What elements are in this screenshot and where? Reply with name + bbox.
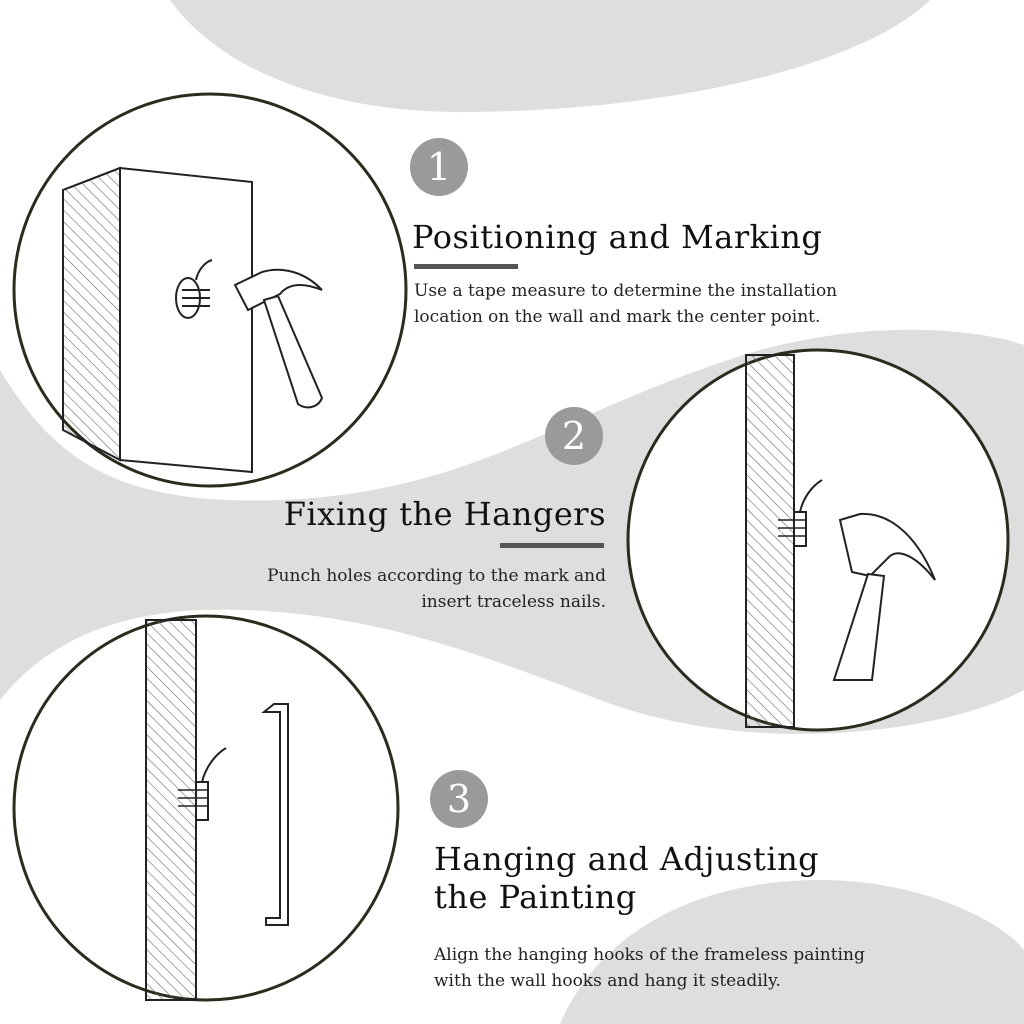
title-underline-2: [500, 543, 604, 548]
description-line: Punch holes according to the mark and: [267, 566, 606, 586]
step1-illustration: [14, 94, 406, 486]
description-line: Align the hanging hooks of the frameless painting: [434, 945, 865, 965]
step-title-3: [434, 840, 819, 916]
step3-illustration: [14, 616, 398, 1000]
step-description-1: [414, 278, 837, 330]
description-line: location on the wall and mark the center point.: [414, 307, 821, 327]
step-title-1: Positioning and Marking: [412, 218, 823, 256]
description-line: Use a tape measure to determine the installation: [414, 281, 838, 301]
description-line: with the wall hooks and hang it steadily.: [434, 971, 781, 991]
step-description-3: [434, 942, 865, 994]
step-number-badge-2: 2: [545, 407, 603, 465]
step-description-2: [200, 563, 606, 615]
title-line: the Painting: [434, 878, 637, 916]
step-title-2: Fixing the Hangers: [283, 495, 606, 533]
top-blob: [170, 0, 930, 112]
step2-illustration: [628, 350, 1008, 730]
title-line: Hanging and Adjusting: [434, 840, 820, 878]
description-line: insert traceless nails.: [421, 592, 606, 612]
step-number-badge-3: 3: [430, 770, 488, 828]
step-number-badge-1: 1: [410, 138, 468, 196]
title-underline-1: [414, 264, 518, 269]
